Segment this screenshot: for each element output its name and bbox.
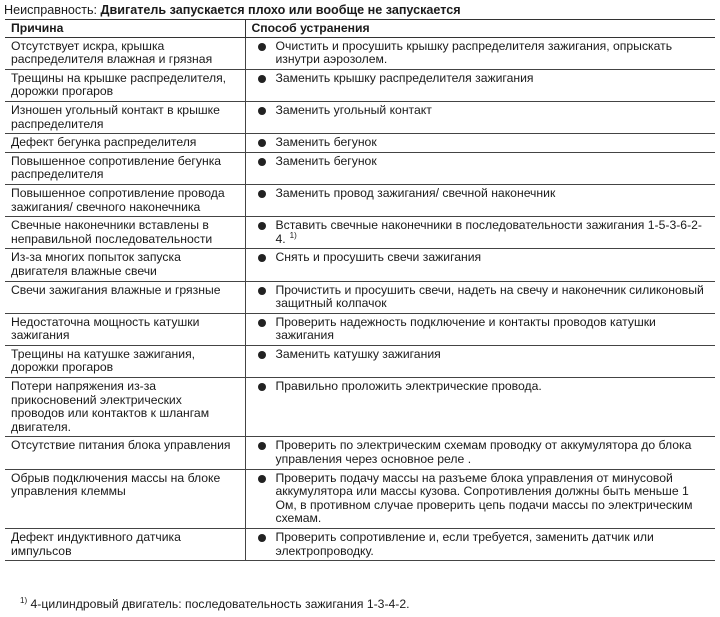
cause-cell: Свечные наконечники вставлены в неправильной последовательности (5, 217, 245, 249)
table-row (5, 529, 715, 561)
remedy-cell (245, 101, 715, 133)
remedy-text (276, 104, 710, 118)
remedy-text (276, 439, 710, 466)
remedy-text-main: Заменить катушку зажигания (275, 346, 441, 361)
bullet-icon (258, 75, 266, 83)
table-row (5, 378, 715, 437)
remedy-text (276, 219, 710, 246)
bullet-icon (258, 190, 266, 198)
remedy-cell (245, 69, 715, 101)
remedy-cell (245, 184, 715, 216)
table-row (5, 313, 715, 345)
bullet-icon (258, 351, 266, 359)
table-body (5, 37, 715, 561)
cause-cell: Дефект бегунка распределителя (5, 134, 245, 153)
troubleshooting-table (5, 19, 715, 561)
cause-cell: Из-за многих попыток запуска двигателя влажные свечи (5, 249, 245, 281)
bullet-icon (258, 442, 266, 450)
table-row (5, 134, 715, 153)
fault-label: Неисправность: (4, 3, 101, 17)
bullet-icon (258, 222, 266, 230)
table-header-row (5, 20, 715, 38)
bullet-icon (258, 43, 266, 51)
remedy-text (276, 155, 710, 169)
remedy-text-main: Заменить бегунок (275, 153, 377, 168)
bullet-icon (258, 158, 266, 166)
bullet-icon (258, 139, 266, 147)
header-remedy: Способ устранения (245, 20, 715, 38)
remedy-cell (245, 437, 715, 469)
fault-value: Двигатель запускается плохо или вообще не запускается (100, 3, 461, 17)
remedy-text-main: Заменить угольный контакт (275, 102, 432, 117)
remedy-text (276, 472, 710, 526)
remedy-cell (245, 152, 715, 184)
remedy-text (276, 136, 710, 150)
remedy-text-main: Очистить и просушить крышку распределителя зажигания, опрыскать изнутри аэрозолем. (275, 38, 673, 67)
remedy-cell (245, 313, 715, 345)
cause-cell: Трещины на катушке зажигания, дорожки прогаров (5, 345, 245, 377)
table-row (5, 37, 715, 69)
remedy-text-main: Проверить сопротивление и, если требуется, заменить датчик или электропроводку. (275, 530, 654, 558)
cause-cell: Свечи зажигания влажные и грязные (5, 281, 245, 313)
fault-heading (4, 3, 461, 17)
cause-cell: Потери напряжения из-за прикосновений электрических проводов или контактов к шлангам двигателя. (5, 378, 245, 437)
cause-cell: Изношен угольный контакт в крышке распределителя (5, 101, 245, 133)
bullet-icon (258, 475, 266, 483)
table-row (5, 281, 715, 313)
table-row (5, 101, 715, 133)
table-row (5, 152, 715, 184)
remedy-text (276, 316, 710, 343)
cause-cell: Отсутствует искра, крышка распределителя влажная и грязная (5, 37, 245, 69)
remedy-cell (245, 529, 715, 561)
remedy-text-main: Прочистить и просушить свечи, надеть на свечу и наконечник силиконовый защитный колпачок (275, 282, 704, 311)
bullet-icon (258, 107, 266, 115)
remedy-text (276, 348, 710, 362)
cause-cell: Недостаточна мощность катушки зажигания (5, 313, 245, 345)
cause-cell: Обрыв подключения массы на блоке управления клеммы (5, 469, 245, 528)
bullet-icon (258, 383, 266, 391)
cause-cell: Трещины на крышке распределителя, дорожки прогаров (5, 69, 245, 101)
table-row (5, 249, 715, 281)
footnote-mark: 1) (20, 595, 28, 605)
table-row (5, 345, 715, 377)
remedy-text (276, 284, 710, 311)
remedy-cell (245, 134, 715, 153)
remedy-text-main: Проверить подачу массы на разъеме блока управления от минусовой аккумулятора или массы кузова. Сопротивления должны быть меньше 1 Ом, в противном случае проверить цепь подачи массы по электрическим схемам. (275, 470, 693, 526)
table-row (5, 437, 715, 469)
remedy-cell (245, 249, 715, 281)
header-cause: Причина (5, 20, 245, 38)
remedy-cell (245, 469, 715, 528)
remedy-text-main: Заменить провод зажигания/ свечной наконечник (275, 185, 556, 200)
cause-cell: Отсутствие питания блока управления (5, 437, 245, 469)
remedy-cell (245, 378, 715, 437)
table-row (5, 469, 715, 528)
remedy-text (276, 251, 710, 265)
cause-cell: Дефект индуктивного датчика импульсов (5, 529, 245, 561)
footnote-ref: 1) (289, 230, 297, 240)
remedy-text-main: Проверить по электрическим схемам проводку от аккумулятора до блока управления через основное реле . (275, 438, 692, 467)
remedy-text-main: Проверить надежность подключение и контакты проводов катушки зажигания (275, 314, 656, 343)
bullet-icon (258, 254, 266, 262)
remedy-text-main: Вставить свечные наконечники в последовательности зажигания 1-5-3-6-2-4. (275, 218, 702, 246)
remedy-cell (245, 217, 715, 249)
remedy-text-main: Снять и просушить свечи зажигания (275, 250, 482, 265)
table-row (5, 69, 715, 101)
bullet-icon (258, 319, 266, 327)
bullet-icon (258, 534, 266, 542)
cause-cell: Повышенное сопротивление провода зажигания/ свечного наконечника (5, 184, 245, 216)
bullet-icon (258, 287, 266, 295)
remedy-cell (245, 281, 715, 313)
table-row (5, 184, 715, 216)
remedy-cell (245, 37, 715, 69)
footnote-text: 4-цилиндровый двигатель: последовательность зажигания 1-3-4-2. (27, 597, 410, 611)
remedy-text (276, 187, 710, 201)
remedy-text-main: Заменить крышку распределителя зажигания (275, 70, 534, 85)
remedy-cell (245, 345, 715, 377)
remedy-text (276, 531, 710, 558)
remedy-text-main: Заменить бегунок (275, 135, 377, 150)
remedy-text (276, 72, 710, 86)
cause-cell: Повышенное сопротивление бегунка распределителя (5, 152, 245, 184)
remedy-text (276, 40, 710, 67)
remedy-text (276, 380, 710, 394)
footnote (20, 597, 410, 611)
remedy-text-main: Правильно проложить электрические провода. (275, 379, 542, 394)
table-row (5, 217, 715, 249)
